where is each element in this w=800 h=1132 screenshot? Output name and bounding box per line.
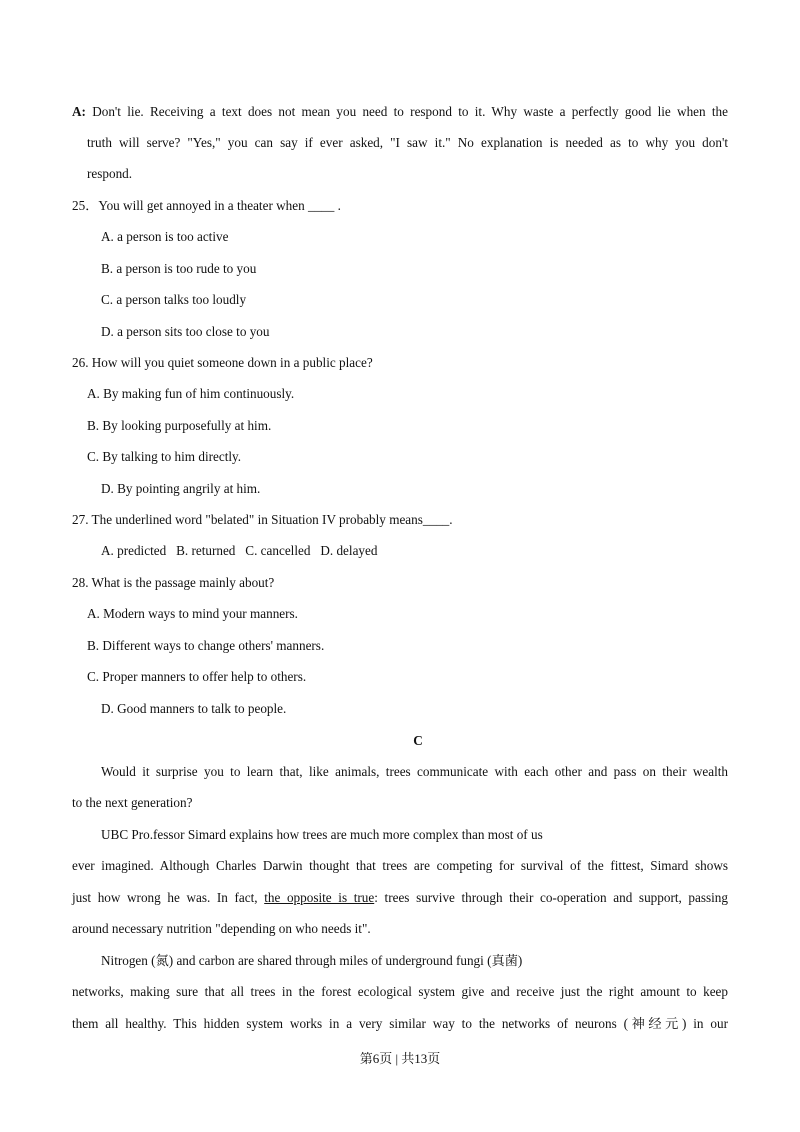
section-c-p2-line-3 xyxy=(72,890,728,906)
question-27-options: A. predicted B. returned C. cancelled D. delayed xyxy=(101,543,378,558)
section-c-p1-line-2: to the next generation? xyxy=(72,795,193,810)
question-28-option-a: A. Modern ways to mind your manners. xyxy=(87,606,298,621)
section-c-p3-line-1: Nitrogen (氮) and carbon are shared through miles of underground fungi (真菌) xyxy=(101,953,523,968)
section-c-p3-line-3: them all healthy. This hidden system works in a very similar way to the networks of neurons (神经元) in our xyxy=(72,1016,728,1031)
question-28-stem: 28. What is the passage mainly about? xyxy=(72,575,275,590)
question-27-stem: 27. The underlined word "belated" in Situation IV probably means____. xyxy=(72,512,453,527)
section-c-p2-line-1: UBC Pro.fessor Simard explains how trees are much more complex than most of us xyxy=(101,827,543,842)
section-c-heading: C xyxy=(413,733,423,748)
question-26-option-c: C. By talking to him directly. xyxy=(87,449,242,464)
section-c-p2-line-2: ever imagined. Although Charles Darwin thought that trees are competing for survival of the fittest, Simard shows xyxy=(72,858,728,873)
question-28-option-b: B. Different ways to change others' manners. xyxy=(87,638,325,653)
question-25-option-c: C. a person talks too loudly xyxy=(101,292,247,307)
question-26-option-a: A. By making fun of him continuously. xyxy=(87,386,295,401)
speaker-label: A: xyxy=(72,104,86,119)
question-26-option-b: B. By looking purposefully at him. xyxy=(87,418,272,433)
question-28-option-c: C. Proper manners to offer help to others. xyxy=(87,669,307,684)
section-c-p2-line-4: around necessary nutrition "depending on who needs it". xyxy=(72,921,371,936)
p2-line-3-pre: just how wrong he was. In fact, xyxy=(72,890,265,905)
dialog-a-line-1 xyxy=(72,104,728,120)
dialog-a-text-1: Don't lie. Receiving a text does not mean you need to respond to it. Why waste a perfectly good lie when the xyxy=(92,104,729,119)
question-28-option-d: D. Good manners to talk to people. xyxy=(101,701,287,716)
dialog-a-line-2: truth will serve? "Yes," you can say if ever asked, "I saw it." No explanation is needed as to why you don't xyxy=(87,135,728,150)
question-26-option-d: D. By pointing angrily at him. xyxy=(101,481,261,496)
question-26-stem: 26. How will you quiet someone down in a public place? xyxy=(72,355,373,370)
question-25-option-d: D. a person sits too close to you xyxy=(101,324,270,339)
section-c-p1-line-1: Would it surprise you to learn that, like animals, trees communicate with each other and pass on their wealth xyxy=(101,764,728,779)
underlined-phrase: the opposite is true xyxy=(264,890,375,905)
section-c-p3-line-2: networks, making sure that all trees in the forest ecological system give and receive just the right amount to keep xyxy=(72,984,728,999)
dialog-a-line-3: respond. xyxy=(87,166,133,181)
p2-line-3-post: : trees survive through their co-operation and support, passing xyxy=(374,890,728,905)
question-25-option-b: B. a person is too rude to you xyxy=(101,261,257,276)
question-25-option-a: A. a person is too active xyxy=(101,229,229,244)
page-footer: 第6页 | 共13页 xyxy=(359,1051,441,1066)
question-25-stem: 25．You will get annoyed in a theater when ____ . xyxy=(72,198,341,213)
